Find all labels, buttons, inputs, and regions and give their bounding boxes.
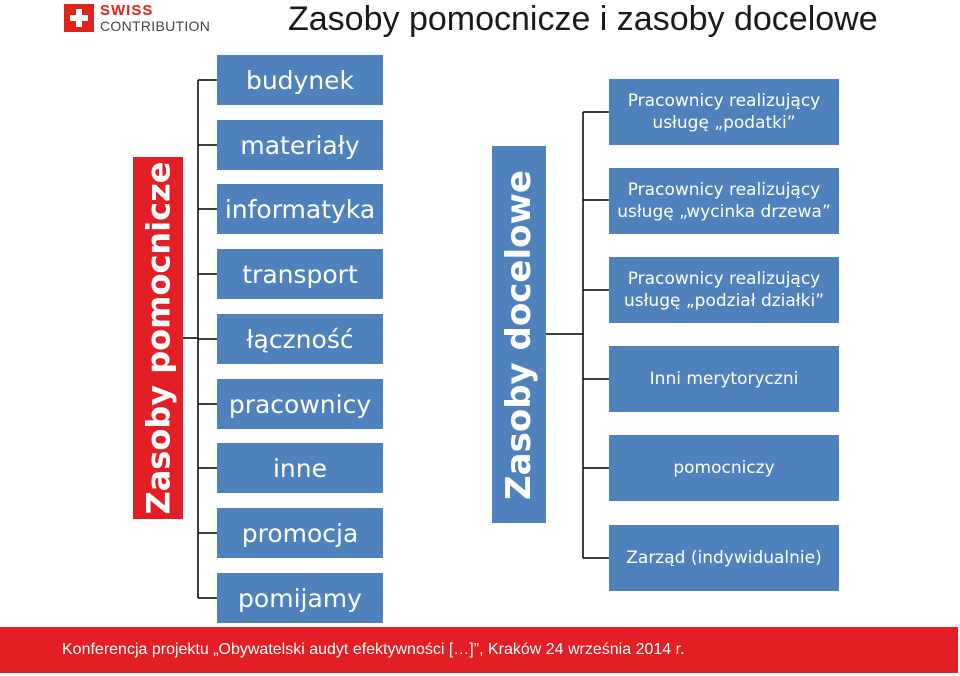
left-group-label-text: Zasoby pomocnicze xyxy=(139,161,177,515)
right-group-label-text: Zasoby docelowe xyxy=(499,169,539,500)
right-item-podatki: Pracownicy realizujący usługę „podatki” xyxy=(609,79,839,145)
right-item-pomocniczy: pomocniczy xyxy=(609,435,839,501)
right-item-podzial-dzialki: Pracownicy realizujący usługę „podział działki” xyxy=(609,257,839,323)
logo-text-contribution: CONTRIBUTION xyxy=(100,18,211,34)
right-item-inni-merytoryczni: Inni merytoryczni xyxy=(609,346,839,412)
left-item-pomijamy: pomijamy xyxy=(217,573,383,623)
left-item-lacznosc: łączność xyxy=(217,314,383,364)
logo-text-swiss: SWISS xyxy=(100,2,154,19)
right-item-zarzad: Zarząd (indywidualnie) xyxy=(609,525,839,591)
left-group-label xyxy=(133,157,183,519)
footer-text: Konferencja projektu „Obywatelski audyt efektywności […]”, Kraków 24 września 2014 r. xyxy=(62,641,685,658)
left-item-budynek: budynek xyxy=(217,55,383,105)
right-group-label xyxy=(492,146,546,523)
left-item-transport: transport xyxy=(217,249,383,299)
left-item-inne: inne xyxy=(217,443,383,493)
left-item-pracownicy: pracownicy xyxy=(217,379,383,429)
slide-title: Zasoby pomocnicze i zasoby docelowe xyxy=(288,0,878,38)
left-item-informatyka: informatyka xyxy=(217,184,383,234)
left-item-promocja: promocja xyxy=(217,508,383,558)
footer-bar xyxy=(0,627,958,673)
left-item-materialy: materiały xyxy=(217,120,383,170)
right-item-wycinka-drzewa: Pracownicy realizujący usługę „wycinka drzewa” xyxy=(609,168,839,234)
